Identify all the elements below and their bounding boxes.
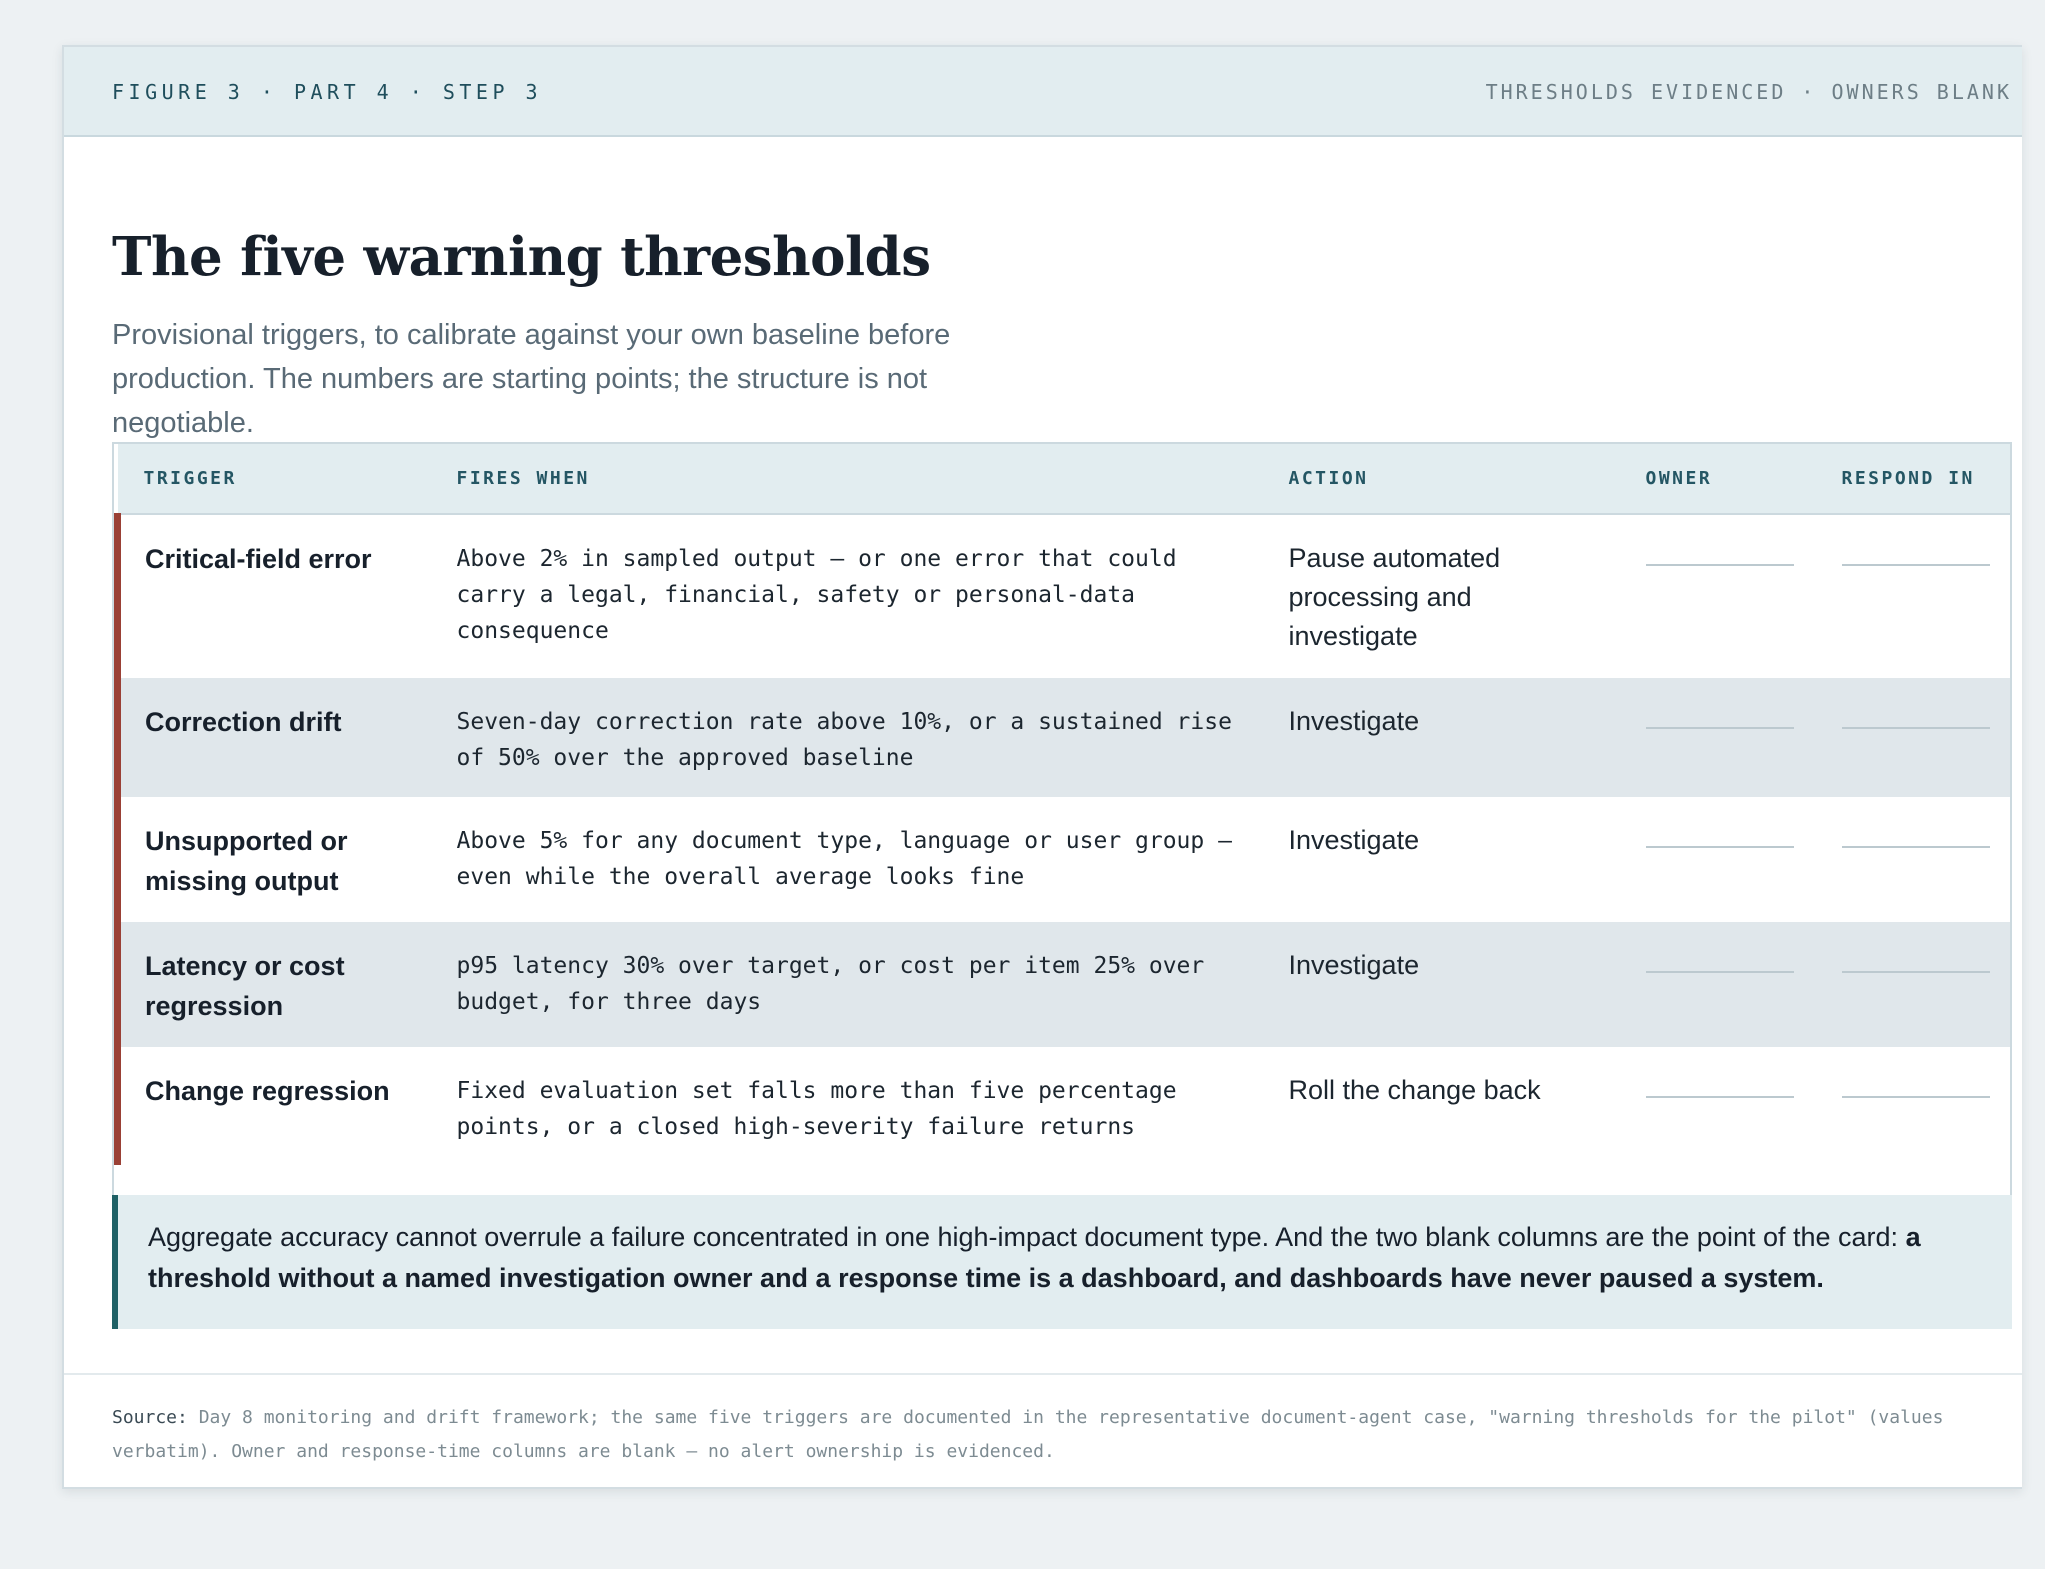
table-header-row <box>118 444 2013 514</box>
respond-in-blank-line <box>1842 846 1990 848</box>
thresholds-table-grid <box>114 444 2012 1165</box>
respond-in-cell <box>1816 678 2013 797</box>
owner-blank-line <box>1646 1096 1794 1098</box>
respond-in-blank-line <box>1842 564 1990 566</box>
fires-when-cell: Seven-day correction rate above 10%, or a sustained rise of 50% over the approved baseline <box>456 709 1232 771</box>
owner-cell <box>1620 514 1816 678</box>
table-row <box>118 1047 2013 1165</box>
owner-cell <box>1620 922 1816 1047</box>
owner-blank-line <box>1646 971 1794 973</box>
owner-cell <box>1620 1047 1816 1165</box>
action-cell: Investigate <box>1288 825 1420 855</box>
owner-blank-line <box>1646 846 1794 848</box>
source-note <box>112 1401 1992 1469</box>
respond-in-cell <box>1816 797 2013 922</box>
callout-note <box>112 1195 2012 1329</box>
trigger-cell: Latency or cost regression <box>118 922 431 1047</box>
table-row <box>118 922 2013 1047</box>
action-cell: Roll the change back <box>1288 1075 1541 1105</box>
column-header-trigger: TRIGGER <box>118 444 431 514</box>
action-cell: Investigate <box>1288 706 1420 736</box>
table-row <box>118 797 2013 922</box>
figure-card <box>62 45 2022 1489</box>
respond-in-blank-line <box>1842 727 1990 729</box>
column-header-fires-when: FIRES WHEN <box>431 444 1263 514</box>
column-header-respond-in: RESPOND IN <box>1816 444 2013 514</box>
table-row <box>118 514 2013 678</box>
respond-in-cell <box>1816 922 2013 1047</box>
action-cell: Pause automated processing and investigate <box>1288 543 1501 651</box>
page-title: The five warning thresholds <box>112 226 931 288</box>
figure-kicker: FIGURE 3 · PART 4 · STEP 3 <box>112 80 543 104</box>
page-subtitle: Provisional triggers, to calibrate against your own baseline before production. The numbers are starting points; the structure is not negotiable. <box>112 319 951 439</box>
respond-in-blank-line <box>1842 1096 1990 1098</box>
fires-when-cell: p95 latency 30% over target, or cost per item 25% over budget, for three days <box>456 953 1205 1015</box>
owner-blank-line <box>1646 727 1794 729</box>
trigger-cell: Critical-field error <box>118 514 431 678</box>
callout-text: Aggregate accuracy cannot overrule a failure concentrated in one high-impact document type. And the two blank columns are the point of the card: <box>148 1222 1899 1252</box>
source-text: Day 8 monitoring and drift framework; the same five triggers are documented in the representative document-agent case, "warning thresholds for the pilot" (values verbatim). Owner and response-time columns are blank — no alert ownership is evidenced. <box>112 1407 1944 1462</box>
trigger-cell: Correction drift <box>118 678 431 797</box>
status-label: THRESHOLDS EVIDENCED · OWNERS BLANK <box>1485 80 2012 104</box>
action-cell: Investigate <box>1288 950 1420 980</box>
column-header-owner: OWNER <box>1620 444 1816 514</box>
footer-divider <box>64 1373 2022 1375</box>
fires-when-cell: Above 2% in sampled output — or one error that could carry a legal, financial, safety or personal-data consequence <box>456 546 1177 644</box>
trigger-cell: Unsupported or missing output <box>118 797 431 922</box>
fires-when-cell: Fixed evaluation set falls more than five percentage points, or a closed high-severity failure returns <box>456 1078 1177 1140</box>
respond-in-cell <box>1816 514 2013 678</box>
respond-in-cell <box>1816 1047 2013 1165</box>
table-row <box>118 678 2013 797</box>
source-label: Source: <box>112 1407 188 1428</box>
thresholds-table <box>112 442 2012 1210</box>
owner-cell <box>1620 797 1816 922</box>
owner-cell <box>1620 678 1816 797</box>
trigger-cell: Change regression <box>118 1047 431 1165</box>
respond-in-blank-line <box>1842 971 1990 973</box>
owner-blank-line <box>1646 564 1794 566</box>
column-header-action: ACTION <box>1263 444 1620 514</box>
fires-when-cell: Above 5% for any document type, language or user group — even while the overall average looks fine <box>456 828 1232 890</box>
callout-emphasis: a threshold without a named investigation owner and a response time is a dashboard, and dashboards have never paused a system. <box>148 1222 1921 1293</box>
card-header <box>64 47 2022 137</box>
